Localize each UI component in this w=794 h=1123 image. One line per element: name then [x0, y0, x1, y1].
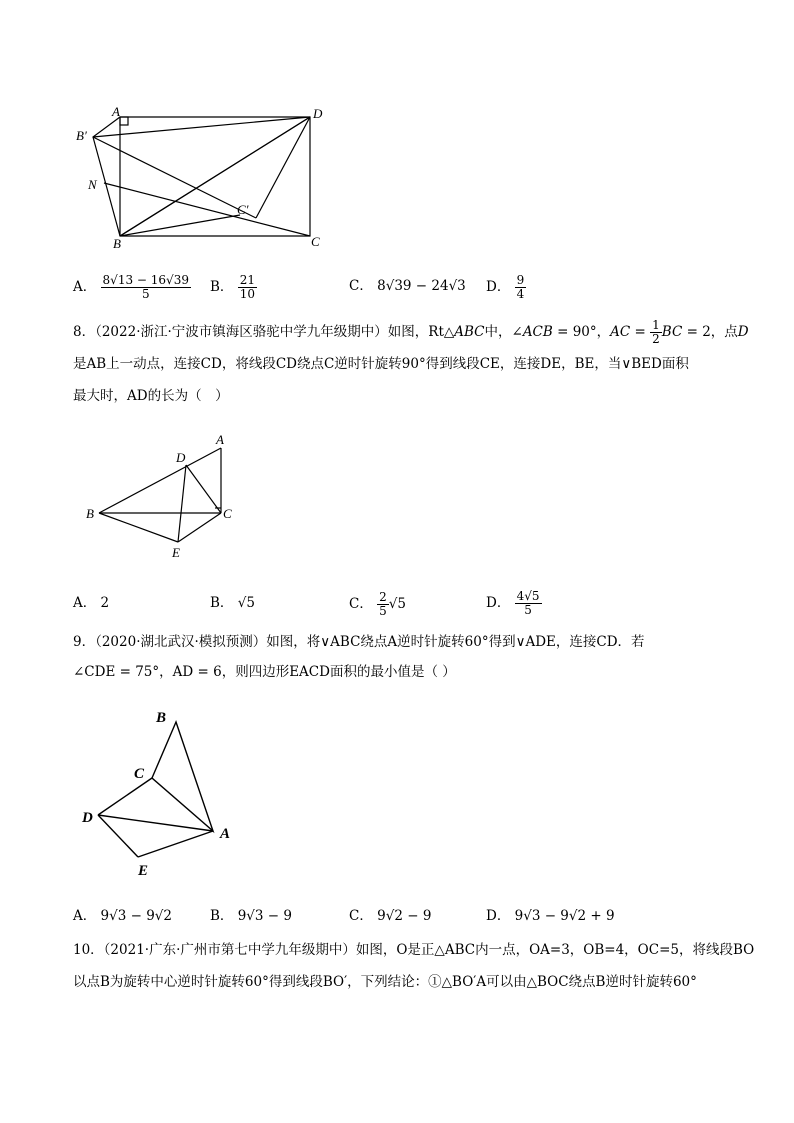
label-N: N: [88, 177, 97, 192]
label-D: D: [313, 106, 323, 121]
q9-line-1: 9．（2020·湖北武汉·模拟预测）如图，将∨ABC绕点A逆时针旋转60°得到∨ADE，连接CD．若: [73, 634, 645, 650]
label-A: A: [220, 826, 231, 842]
label-C: C: [311, 234, 320, 249]
q8-line-3: 最大时，AD的长为（ ）: [73, 388, 229, 404]
label-E: E: [172, 545, 180, 560]
label-E: E: [138, 863, 149, 879]
q9-option-a[interactable]: A． 9√3 − 9√2: [73, 908, 173, 924]
label-A: A: [112, 104, 120, 119]
q10-line-1: 10．（2021·广东·广州市第七中学九年级期中）如图，O是正△ABC内一点，OA=3，OB=4，OC=5，将线段BO: [73, 942, 755, 958]
q9-option-c[interactable]: C． 9√2 − 9: [349, 908, 432, 924]
q8-option-b[interactable]: B． √5: [210, 595, 255, 611]
q8-line-2: 是AB上一动点，连接CD，将线段CD绕点C逆时针旋转90°得到线段CE，连接DE，BE，当∨BED面积: [73, 356, 689, 372]
fraction: $\frac{21}{10}$: [239, 273, 255, 301]
q9-line-2: ∠CDE = 75°，AD = 6，则四边形EACD面积的最小值是（ ）: [73, 664, 456, 680]
label-D: D: [82, 810, 93, 826]
label-B: B: [113, 236, 121, 250]
q9-option-d[interactable]: D． 9√3 − 9√2 + 9: [486, 908, 615, 924]
q8-option-a[interactable]: A． 2: [73, 595, 110, 611]
q10-line-2: 以点B为旋转中心逆时针旋转60°得到线段BO′，下列结论：①△BO′A可以由△BOC绕点B逆时针旋转60°: [73, 974, 697, 990]
label-A: A: [216, 432, 224, 447]
label-C-prime: C′: [237, 202, 249, 217]
fraction: $\frac{2}{5}$: [379, 590, 387, 618]
q8-option-d[interactable]: D． $\frac{4√5}{5}$: [486, 589, 540, 617]
label-C: C: [134, 766, 145, 782]
figure-quadrilateral-q9: [75, 705, 245, 885]
label-B: B: [156, 710, 167, 726]
q7-option-a[interactable]: A． $\frac{8√13 - 16√39}{5}$: [73, 273, 189, 301]
q7-option-c[interactable]: C． 8√39 − 24√3: [349, 278, 466, 294]
q7-option-d[interactable]: D． $\frac{9}{4}$: [486, 273, 525, 301]
fraction: $\frac{9}{4}$: [516, 273, 525, 301]
q7-option-b[interactable]: B． $\frac{21}{10}$: [210, 273, 255, 301]
fraction-half: $\frac{1}{2}$: [652, 318, 660, 346]
q8-option-c[interactable]: C． $\frac{2}{5}$ √5: [349, 590, 406, 618]
label-D: D: [176, 450, 186, 465]
q8-line-1: 8．（2022·浙江·宁波市镇海区骆驼中学九年级期中）如图，Rt△ABC中，∠ACB = 90°，AC = $\frac{1}{2}$ BC = 2，点D: [73, 318, 749, 346]
figure-rectangle-rotation: [70, 100, 340, 250]
fraction: $\frac{4√5}{5}$: [516, 589, 540, 617]
q9-option-b[interactable]: B． 9√3 − 9: [210, 908, 292, 924]
figure-triangle-rotation-q8: [80, 428, 240, 568]
fraction: $\frac{8√13 - 16√39}{5}$: [102, 273, 189, 301]
label-B: B: [86, 506, 94, 521]
label-C: C: [223, 506, 232, 521]
label-B-prime: B′: [76, 128, 87, 143]
